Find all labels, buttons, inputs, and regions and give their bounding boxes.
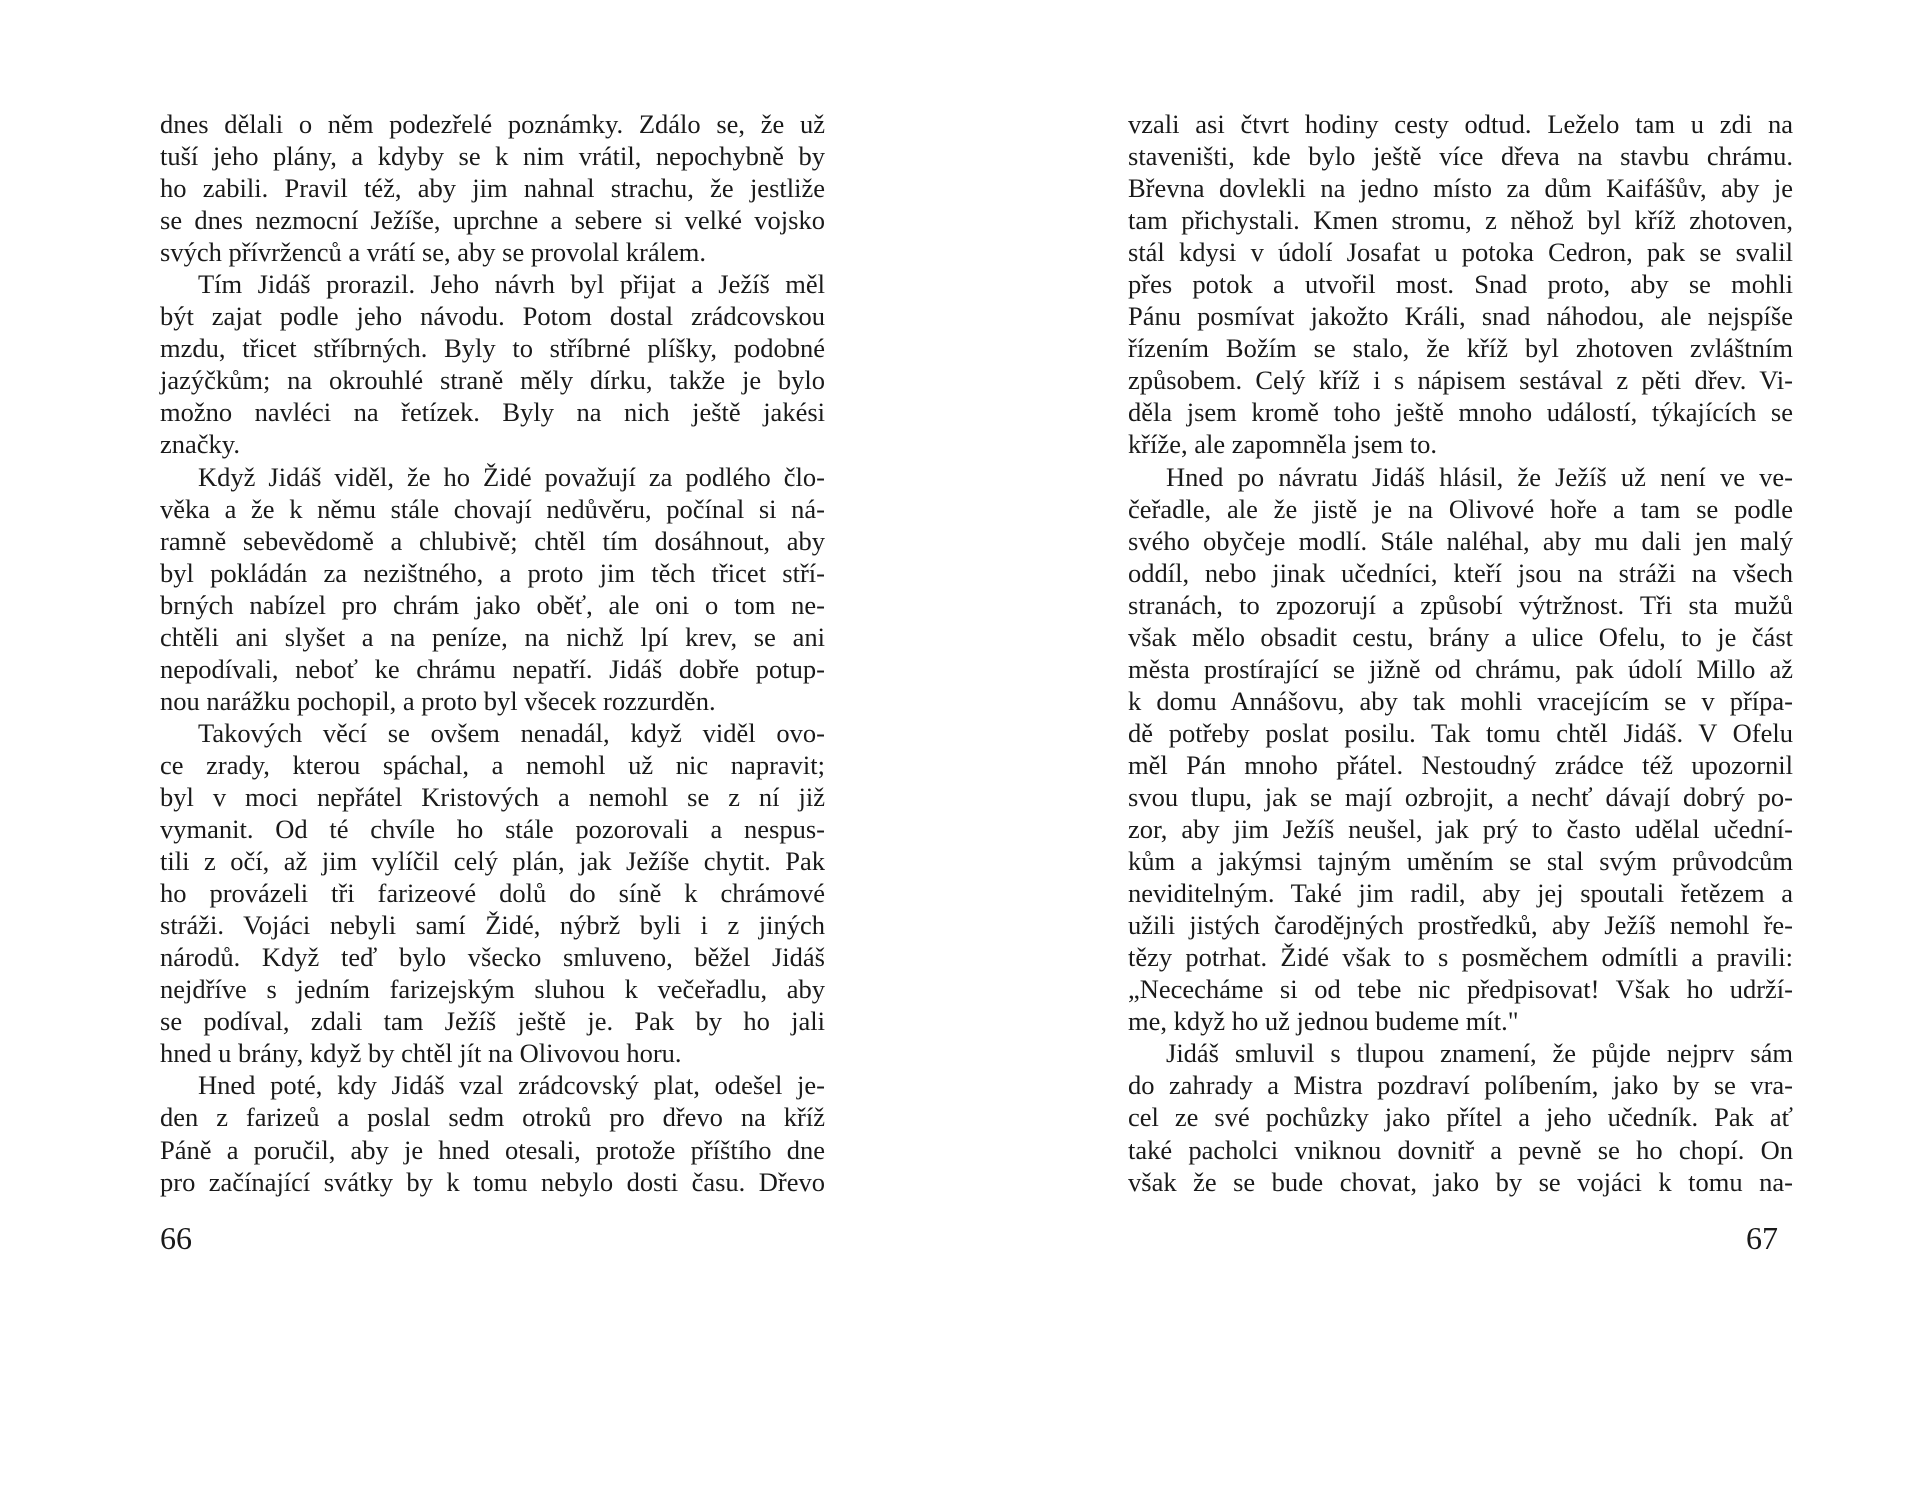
text-line: národů. Když teď bylo všecko smluveno, běžel Jidáš	[160, 942, 825, 973]
text-line: nepodívali, neboť ke chrámu nepatří. Jidáš dobře potup-	[160, 653, 825, 684]
text-line: ramně sebevědomě a chlubivě; chtěl tím dosáhnout, aby	[160, 525, 825, 556]
text-line: možno navléci na řetízek. Byly na nich ještě jakési	[160, 397, 825, 428]
text-line: kříže, ale zapomněla jsem to.	[1128, 429, 1438, 460]
text-line: se dnes nezmocní Ježíše, uprchne a sebere si velké vojsko	[160, 205, 825, 236]
text-line: měl Pán mnoho přátel. Nestoudný zrádce též upozornil	[1128, 749, 1793, 780]
left-page-text	[160, 108, 825, 1198]
text-line: svého obyčeje modlí. Stále naléhal, aby mu dali jen malý	[1128, 525, 1793, 556]
text-line: byl pokládán za nezištného, a proto jim těch třicet stří-	[160, 557, 825, 588]
text-line: tuší jeho plány, a kdyby se k nim vrátil, nepochybně by	[160, 141, 825, 172]
text-line: tili z očí, až jim vylíčil celý plán, jak Ježíše chytit. Pak	[160, 846, 825, 877]
text-line: stál kdysi v údolí Josafat u potoka Cedron, pak se svalil	[1128, 237, 1793, 268]
text-line: brných nabízel pro chrám jako oběť, ale oni o tom ne-	[160, 589, 825, 620]
right-page	[1128, 108, 1793, 1198]
text-line: také pacholci vniknou dovnitř a pevně se ho chopí. On	[1128, 1134, 1793, 1165]
text-line: ho zabili. Pravil též, aby jim nahnal strachu, že jestliže	[160, 173, 825, 204]
text-line: nejdříve s jedním farizejským sluhou k večeřadlu, aby	[160, 974, 825, 1005]
text-line: stráži. Vojáci nebyli samí Židé, nýbrž byli i z jiných	[160, 910, 825, 941]
text-line: vzali asi čtvrt hodiny cesty odtud. Leželo tam u zdi na	[1128, 109, 1793, 139]
text-line: hned u brány, když by chtěl jít na Olivovou horu.	[160, 1038, 682, 1069]
text-line: tam přichystali. Kmen stromu, z něhož byl kříž zhotoven,	[1128, 205, 1793, 236]
text-line: značky.	[160, 429, 240, 460]
text-line: přes potok a utvořil most. Snad proto, aby se mohli	[1128, 269, 1793, 300]
text-line: být zajat podle jeho návodu. Potom dostal zrádcovskou	[160, 301, 825, 332]
text-line: děla jsem kromě toho ještě mnoho událostí, týkajících se	[1128, 397, 1793, 428]
text-line: města prostírající se jižně od chrámu, pak údolí Millo až	[1128, 653, 1793, 684]
text-line: tězy potrhat. Židé však to s posměchem odmítli a pravili:	[1128, 942, 1793, 973]
text-line: ce zrady, kterou spáchal, a nemohl už nic napravit;	[160, 749, 825, 780]
text-line: způsobem. Celý kříž i s nápisem sestával z pěti dřev. Vi-	[1128, 365, 1793, 396]
text-line: stranách, to zpozorují a způsobí výtržnost. Tři sta mužů	[1128, 589, 1793, 620]
text-line: Jidáš smluvil s tlupou znamení, že půjde nejprv sám	[1166, 1038, 1793, 1069]
text-line: Když Jidáš viděl, že ho Židé považují za podlého člo-	[198, 461, 825, 492]
right-page-text	[1128, 108, 1793, 1198]
text-line: řízením Božím se stalo, že kříž byl zhotoven zvláštním	[1128, 333, 1793, 364]
text-line: staveništi, kde bylo ještě více dřeva na stavbu chrámu.	[1128, 141, 1793, 172]
text-line: však mělo obsadit cestu, brány a ulice Ofelu, to je část	[1128, 621, 1793, 652]
text-line: nou narážku pochopil, a proto byl všecek rozzurděn.	[160, 685, 716, 716]
text-line: byl v moci nepřátel Kristových a nemohl se z ní již	[160, 781, 825, 812]
text-line: oddíl, nebo jinak učedníci, kteří jsou na stráži na všech	[1128, 557, 1793, 588]
text-line: se podíval, zdali tam Ježíš ještě je. Pak by ho jali	[160, 1006, 825, 1037]
text-line: me, když ho už jednou budeme mít."	[1128, 1006, 1519, 1037]
text-line: neviditelným. Také jim radil, aby jej spoutali řetězem a	[1128, 878, 1793, 909]
text-line: Hned po návratu Jidáš hlásil, že Ježíš už není ve ve-	[1166, 461, 1793, 492]
text-line: Páně a poručil, aby je hned otesali, protože příštího dne	[160, 1134, 825, 1165]
text-line: pro začínající svátky by k tomu nebylo dosti času. Dřevo	[160, 1166, 825, 1197]
text-line: mzdu, třicet stříbrných. Byly to stříbrné plíšky, podobné	[160, 333, 825, 364]
text-line: chtěli ani slyšet a na peníze, na nichž lpí krev, se ani	[160, 621, 825, 652]
text-line: k domu Annášovu, aby tak mohli vracejícím se v přípa-	[1128, 685, 1793, 716]
text-line: jazýčkům; na okrouhlé straně měly dírku, takže je bylo	[160, 365, 825, 396]
text-line: zor, aby jim Ježíš neušel, jak prý to často udělal učední-	[1128, 814, 1793, 845]
text-line: však že se bude chovat, jako by se vojáci k tomu na-	[1128, 1166, 1793, 1197]
text-line: Břevna dovlekli na jedno místo za dům Kaifášův, aby je	[1128, 173, 1793, 204]
text-line: věka a že k němu stále chovají nedůvěru, počínal si ná-	[160, 493, 825, 524]
text-line: „Nececháme si od tebe nic předpisovat! Však ho udrží-	[1128, 974, 1793, 1005]
text-line: Pánu posmívat jakožto Králi, snad náhodou, ale nejspíše	[1128, 301, 1793, 332]
text-line: dnes dělali o něm podezřelé poznámky. Zdálo se, že už	[160, 109, 825, 139]
left-page-number: 66	[160, 1220, 192, 1256]
text-line: cel ze své pochůzky jako přítel a jeho učedník. Pak ať	[1128, 1102, 1793, 1133]
text-line: svou tlupu, jak se mají ozbrojit, a nechť dávají dobrý po-	[1128, 781, 1793, 812]
text-line: kům a jakýmsi tajným uměním se stal svým průvodcům	[1128, 846, 1793, 877]
left-page	[160, 108, 825, 1198]
text-line: užili jistých čarodějných prostředků, aby Ježíš nemohl ře-	[1128, 910, 1793, 941]
text-line: svých přívrženců a vrátí se, aby se provolal králem.	[160, 237, 706, 268]
text-line: den z farizeů a poslal sedm otroků pro dřevo na kříž	[160, 1102, 825, 1133]
text-line: Hned poté, kdy Jidáš vzal zrádcovský plat, odešel je-	[198, 1070, 825, 1101]
text-line: dě potřeby poslat posilu. Tak tomu chtěl Jidáš. V Ofelu	[1128, 717, 1793, 748]
text-line: vymanit. Od té chvíle ho stále pozorovali a nespus-	[160, 814, 825, 845]
text-line: Tím Jidáš prorazil. Jeho návrh byl přijat a Ježíš měl	[198, 269, 825, 300]
text-line: Takových věcí se ovšem nenadál, když viděl ovo-	[198, 717, 825, 748]
text-line: do zahrady a Mistra pozdraví políbením, jako by se vra-	[1128, 1070, 1793, 1101]
text-line: ho provázeli tři farizeové dolů do síně k chrámové	[160, 878, 825, 909]
text-line: čeřadle, ale že jistě je na Olivové hoře a tam se podle	[1128, 493, 1793, 524]
right-page-number: 67	[1746, 1220, 1778, 1256]
